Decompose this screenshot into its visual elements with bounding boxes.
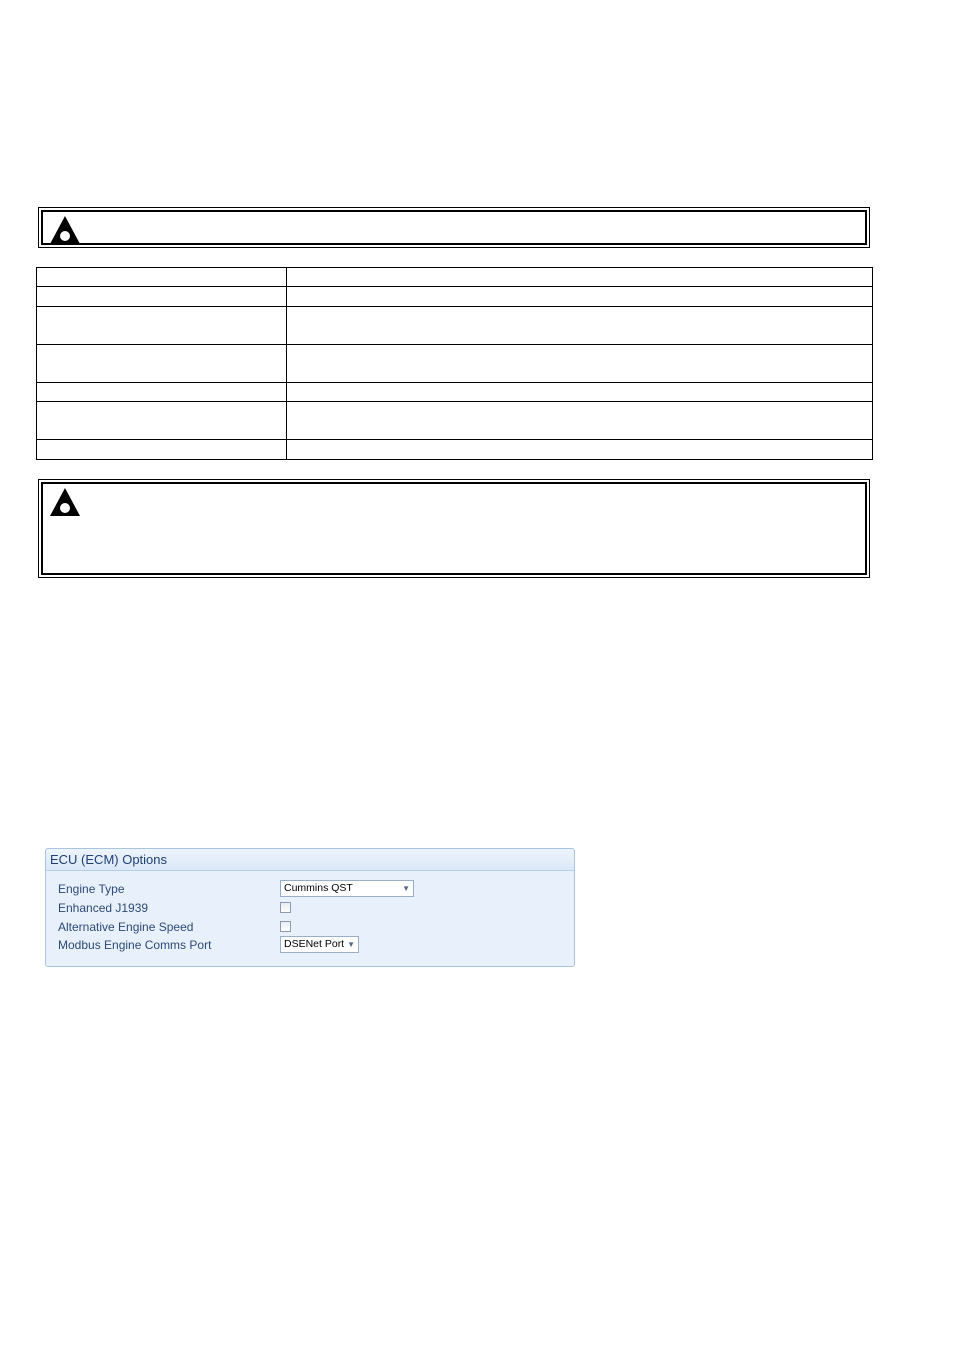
engine-type-value: Cummins QST — [284, 882, 353, 894]
table-row — [37, 287, 873, 307]
ecu-options-title: ECU (ECM) Options — [46, 849, 574, 871]
table-row — [37, 402, 873, 440]
note-box-bottom — [38, 479, 870, 578]
chevron-down-icon: ▼ — [402, 884, 410, 893]
alternative-engine-speed-label: Alternative Engine Speed — [58, 920, 194, 934]
enhanced-j1939-checkbox[interactable] — [280, 902, 291, 913]
table-row — [37, 440, 873, 460]
enhanced-j1939-label: Enhanced J1939 — [58, 901, 149, 915]
warning-triangle-icon — [49, 487, 81, 517]
table-row — [37, 383, 873, 402]
engine-type-select[interactable] — [280, 880, 414, 897]
spec-table — [36, 267, 873, 460]
ecu-options-panel — [45, 848, 575, 967]
modbus-comms-port-value: DSENet Port — [284, 938, 345, 950]
warning-triangle-icon — [49, 215, 81, 245]
chevron-down-icon: ▼ — [347, 940, 355, 949]
engine-type-label: Engine Type — [58, 882, 125, 896]
note-box-top — [38, 207, 870, 248]
alternative-engine-speed-checkbox[interactable] — [280, 921, 291, 932]
modbus-engine-comms-port-label: Modbus Engine Comms Port — [58, 938, 212, 952]
table-row — [37, 307, 873, 345]
table-row — [37, 268, 873, 287]
table-row — [37, 345, 873, 383]
modbus-comms-port-select[interactable] — [280, 936, 359, 953]
